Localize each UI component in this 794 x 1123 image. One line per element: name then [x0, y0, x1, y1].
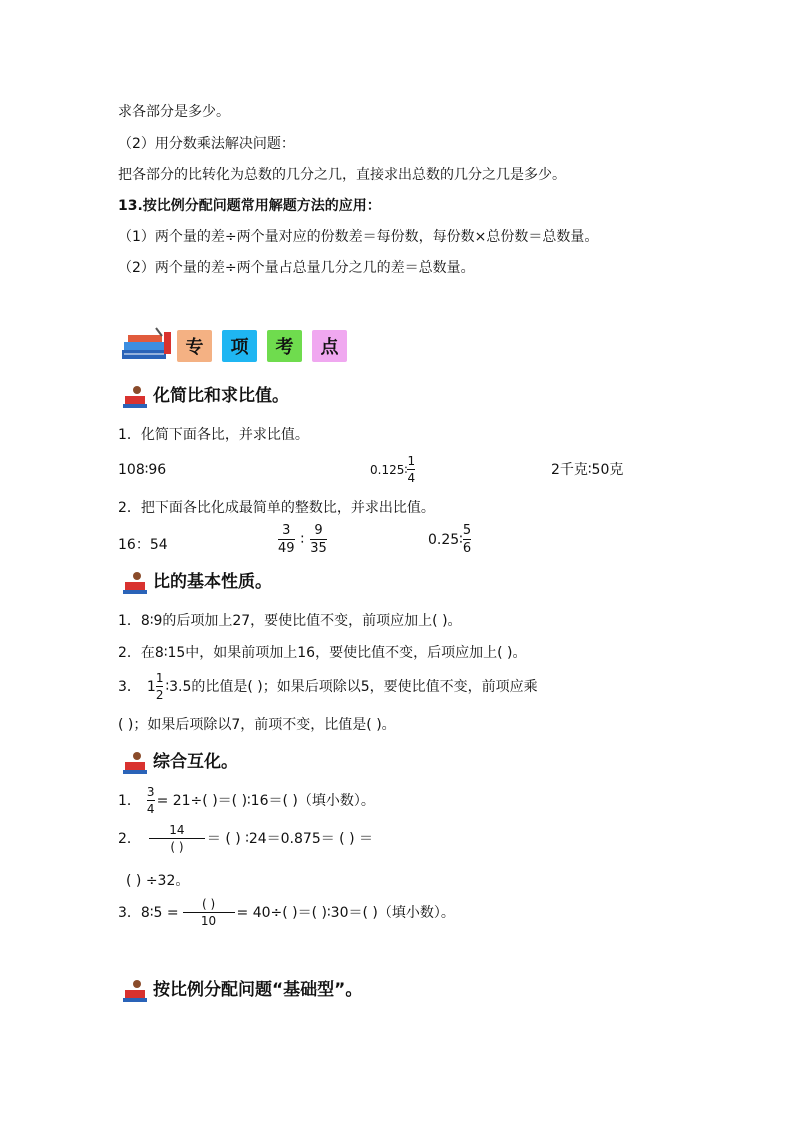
s1-r1-ratio-b [370, 455, 415, 484]
s3-q2-prefix: 2． [118, 830, 141, 847]
s2-q3-text: ∶3.5的比值是( )；如果后项除以5，要使比值不变，前项应乘 [165, 678, 538, 695]
fraction [147, 786, 155, 815]
denominator: 10 [200, 914, 217, 928]
reading-student-icon [122, 384, 148, 410]
s3-q3-prefix: 3．8∶5 = [118, 904, 179, 921]
s1-r1b-prefix: 0.125∶ [370, 462, 408, 477]
denominator: 2 [155, 688, 164, 702]
denominator: 6 [462, 541, 472, 556]
banner-tile-1 [177, 330, 212, 362]
banner-tile-3-text: 考 [275, 337, 294, 358]
numerator: 3 [146, 785, 155, 799]
s2-q1: 1．8∶9的后项加上27，要使比值不变，前项应加上( )。 [118, 613, 462, 629]
s3-q2-text: ＝ ( ) ∶24＝0.875＝ ( ) ＝ [206, 830, 374, 847]
s3-q1-prefix: 1． [118, 792, 141, 809]
section-2-title: 比的基本性质。 [153, 572, 272, 592]
denominator: 49 [278, 541, 295, 556]
s3-q2 [118, 824, 373, 853]
numerator: 1 [407, 454, 416, 468]
fraction [310, 524, 327, 555]
s2-q3 [118, 672, 538, 701]
s2-q2: 2．在8∶15中，如果前项加上16，要使比值不变，后项应加上( )。 [118, 645, 527, 661]
section-4-title: 按比例分配问题“基础型”。 [153, 980, 363, 1000]
fraction [278, 524, 295, 555]
fraction [183, 898, 235, 927]
numerator: 3 [282, 523, 291, 538]
numerator: 5 [462, 523, 472, 538]
s2-q3-line2: ( )；如果后项除以7，前项不变，比值是( )。 [118, 717, 396, 733]
ratio-sign: ∶ [300, 531, 305, 548]
intro-heading-13: 13.按比例分配问题常用解题方法的应用： [118, 198, 381, 214]
intro-line-5: （1）两个量的差÷两个量对应的份数差＝每份数，每份数×总份数＝总数量。 [118, 229, 599, 245]
s1-q2: 2．把下面各比化成最简单的整数比，并求出比值。 [118, 500, 435, 516]
intro-line-1: 求各部分是多少。 [118, 104, 230, 120]
fraction [149, 824, 205, 853]
denominator: 35 [310, 541, 327, 556]
banner-tile-2 [222, 330, 257, 362]
s3-q2-line2: ( ) ÷32。 [126, 873, 190, 889]
numerator: ( ) [201, 897, 216, 911]
intro-line-6: （2）两个量的差÷两个量占总量几分之几的差＝总数量。 [118, 260, 475, 276]
intro-line-3: 把各部分的比转化为总数的几分之几，直接求出总数的几分之几是多少。 [118, 167, 566, 183]
s1-r2-ratio-a: 16：54 [118, 537, 168, 553]
s1-r2-ratio-b [278, 524, 327, 555]
reading-student-icon [122, 978, 148, 1004]
numerator: 14 [169, 823, 185, 837]
numerator: 1 [155, 671, 164, 685]
numerator: 9 [314, 523, 323, 538]
section-1-title: 化简比和求比值。 [153, 386, 289, 406]
mixed-whole: 1 [146, 678, 156, 695]
s3-q3 [118, 898, 455, 927]
denominator: 4 [407, 471, 416, 485]
s1-r2-ratio-c [428, 524, 471, 555]
reading-student-icon [122, 570, 148, 596]
denominator: ( ) [170, 840, 184, 854]
section-3-title: 综合互化。 [153, 752, 238, 772]
fraction [407, 455, 415, 484]
books-icon [120, 326, 174, 364]
fraction [463, 524, 471, 555]
intro-line-2: （2）用分数乘法解决问题： [118, 136, 295, 152]
banner-tile-3 [267, 330, 302, 362]
s1-r1-ratio-a: 108∶96 [118, 462, 167, 478]
s1-q1: 1．化简下面各比，并求比值。 [118, 427, 309, 443]
s2-q3-prefix: 3． [118, 678, 141, 695]
banner-tile-2-text: 项 [230, 337, 249, 358]
s3-q1-text: = 21÷( )＝( )∶16＝( )（填小数）。 [156, 792, 375, 809]
s1-r1-ratio-c: 2千克∶50克 [551, 462, 624, 478]
banner-tile-4-text: 点 [320, 337, 339, 358]
s3-q3-text: = 40÷( )＝( )∶30＝( )（填小数）。 [236, 904, 455, 921]
denominator: 4 [146, 802, 155, 816]
s3-q1 [118, 786, 375, 815]
banner-tile-1-text: 专 [185, 337, 204, 358]
reading-student-icon [122, 750, 148, 776]
s1-r2c-prefix: 0.25∶ [428, 531, 463, 548]
fraction [156, 672, 164, 701]
banner-tile-4 [312, 330, 347, 362]
